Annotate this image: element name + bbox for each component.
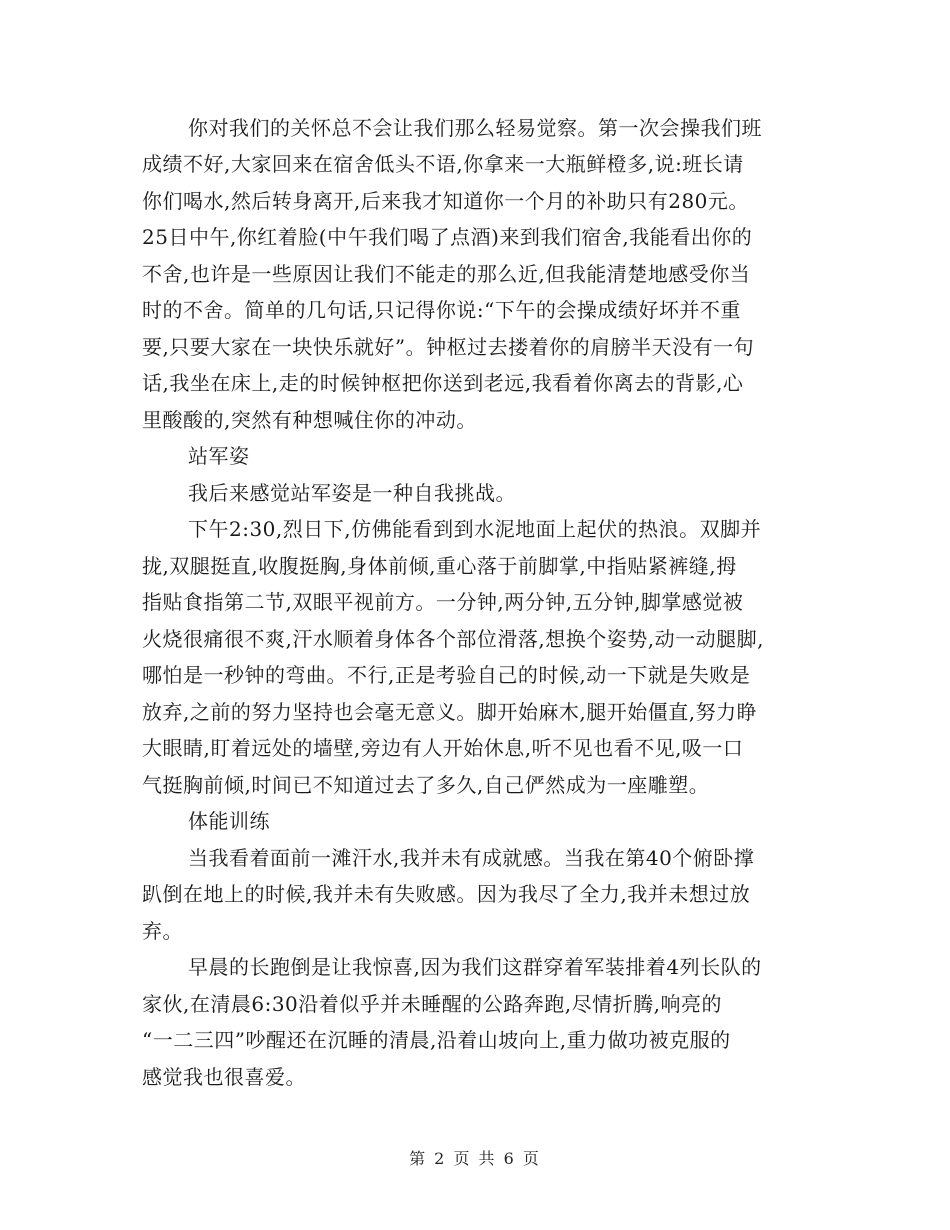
paragraph-line: 放弃,之前的努力坚持也会毫无意义。脚开始麻木,腿开始僵直,努力睁 [142,700,758,724]
paragraph-line: 气挺胸前倾,时间已不知道过去了多久,自己俨然成为一座雕塑。 [142,773,710,797]
paragraph-line: 成绩不好,大家回来在宿舍低头不语,你拿来一大瓶鲜橙多,说:班长请 [142,152,744,176]
paragraph-line: 家伙,在清晨6:30沿着似乎并未睡醒的公路奔跑,尽情折腾,响亮的 [142,992,722,1016]
paragraph-line: 你对我们的关怀总不会让我们那么轻易觉察。第一次会操我们班 [188,116,762,140]
paragraph-line: 当我看着面前一滩汗水,我并未有成就感。当我在第40个俯卧撑 [188,846,755,870]
paragraph-line: 你们喝水,然后转身离开,后来我才知道你一个月的补助只有280元。 [142,189,749,213]
paragraph-line: 感觉我也很喜爱。 [142,1065,306,1089]
paragraph-line: 不舍,也许是一些原因让我们不能走的那么近,但我能清楚地感受你当 [142,262,751,286]
paragraph-line: 时的不舍。简单的几句话,只记得你说:“下午的会操成绩好坏并不重 [142,298,741,322]
paragraph-line: 指贴食指第二节,双眼平视前方。一分钟,两分钟,五分钟,脚掌感觉被 [142,590,744,614]
section-heading: 体能训练 [188,809,270,833]
paragraph-line: 话,我坐在床上,走的时候钟枢把你送到老远,我看着你离去的背影,心 [142,371,744,395]
paragraph-line: 早晨的长跑倒是让我惊喜,因为我们这群穿着军装排着4列长队的 [188,955,762,979]
paragraph-line: 趴倒在地上的时候,我并未有失败感。因为我尽了全力,我并未想过放 [142,882,751,906]
paragraph-line: 大眼睛,盯着远处的墙壁,旁边有人开始休息,听不见也看不见,吸一口 [142,736,744,760]
paragraph-line: 25日中午,你红着脸(中午我们喝了点酒)来到我们宿舍,我能看出你的 [142,225,753,249]
paragraph-line: 弃。 [142,919,183,943]
paragraph-line: 火烧很痛很不爽,汗水顺着身体各个部位滑落,想换个姿势,动一动腿脚, [142,627,764,651]
paragraph-line: 我后来感觉站军姿是一种自我挑战。 [188,481,516,505]
paragraph-line: 里酸酸的,突然有种想喊住你的冲动。 [142,408,477,432]
paragraph-line: 哪怕是一秒钟的弯曲。不行,正是考验自己的时候,动一下就是失败是 [142,663,751,687]
paragraph-line: 下午2:30,烈日下,仿佛能看到到水泥地面上起伏的热浪。双脚并 [188,517,762,541]
section-heading: 站军姿 [188,444,250,468]
paragraph-line: 要,只要大家在一块快乐就好”。钟枢过去搂着你的肩膀半天没有一句 [142,335,755,359]
paragraph-line: 拢,双腿挺直,收腹挺胸,身体前倾,重心落于前脚掌,中指贴紧裤缝,拇 [142,554,737,578]
page-number-footer: 第 2 页 共 6 页 [409,1149,541,1168]
paragraph-line: “一二三四”吵醒还在沉睡的清晨,沿着山坡向上,重力做功被克服的 [142,1028,731,1052]
